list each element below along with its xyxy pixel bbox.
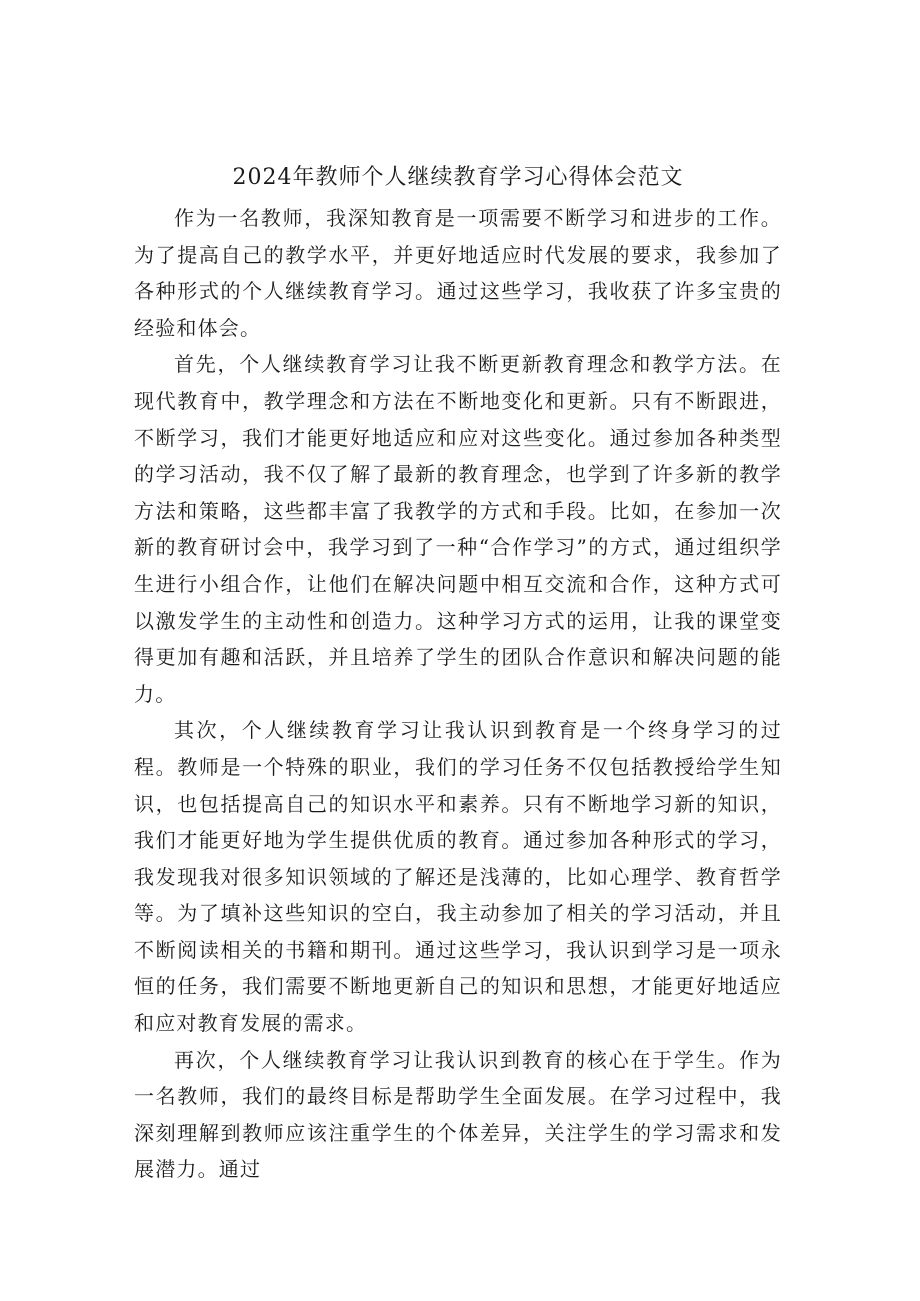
document-title: 2024年教师个人继续教育学习心得体会范文 [232, 165, 684, 190]
paragraph-1: 作为一名教师，我深知教育是一项需要不断学习和进步的工作。为了提高自己的教学水平，并更好地适应时代发展的要求，我参加了各种形式的个人继续教育学习。通过这些学习，我收获了许多宝贵的经验和体会。 [134, 206, 782, 340]
paragraph-3: 其次，个人继续教育学习让我认识到教育是一个终身学习的过程。教师是一个特殊的职业，我们的学习任务不仅包括教授给学生知识，也包括提高自己的知识水平和素养。只有不断地学习新的知识，我们才能更好地为学生提供优质的教育。通过参加各种形式的学习，我发现我对很多知识领域的了解还是浅薄的，比如心理学、教育哲学等。为了填补这些知识的空白，我主动参加了相关的学习活动，并且不断阅读相关的书籍和期刊。通过这些学习，我认识到学习是一项永恒的任务，我们需要不断地更新自己的知识和思想，才能更好地适应和应对教育发展的需求。 [134, 718, 782, 1036]
paragraph-4: 再次，个人继续教育学习让我认识到教育的核心在于学生。作为一名教师，我们的最终目标是帮助学生全面发展。在学习过程中，我深刻理解到教师应该注重学生的个体差异，关注学生的学习需求和发展潜力。通过 [134, 1047, 782, 1182]
document-page [134, 158, 782, 1188]
paragraph-2: 首先，个人继续教育学习让我不断更新教育理念和教学方法。在现代教育中，教学理念和方法在不断地变化和更新。只有不断跟进，不断学习，我们才能更好地适应和应对这些变化。通过参加各种类型的学习活动，我不仅了解了最新的教育理念，也学到了许多新的教学方法和策略，这些都丰富了我教学的方式和手段。比如，在参加一次新的教育研讨会中，我学习到了一种“合作学习”的方式，通过组织学生进行小组合作，让他们在解决问题中相互交流和合作，这种方式可以激发学生的主动性和创造力。这种学习方式的运用，让我的课堂变得更加有趣和活跃，并且培养了学生的团队合作意识和解决问题的能力。 [134, 352, 782, 706]
